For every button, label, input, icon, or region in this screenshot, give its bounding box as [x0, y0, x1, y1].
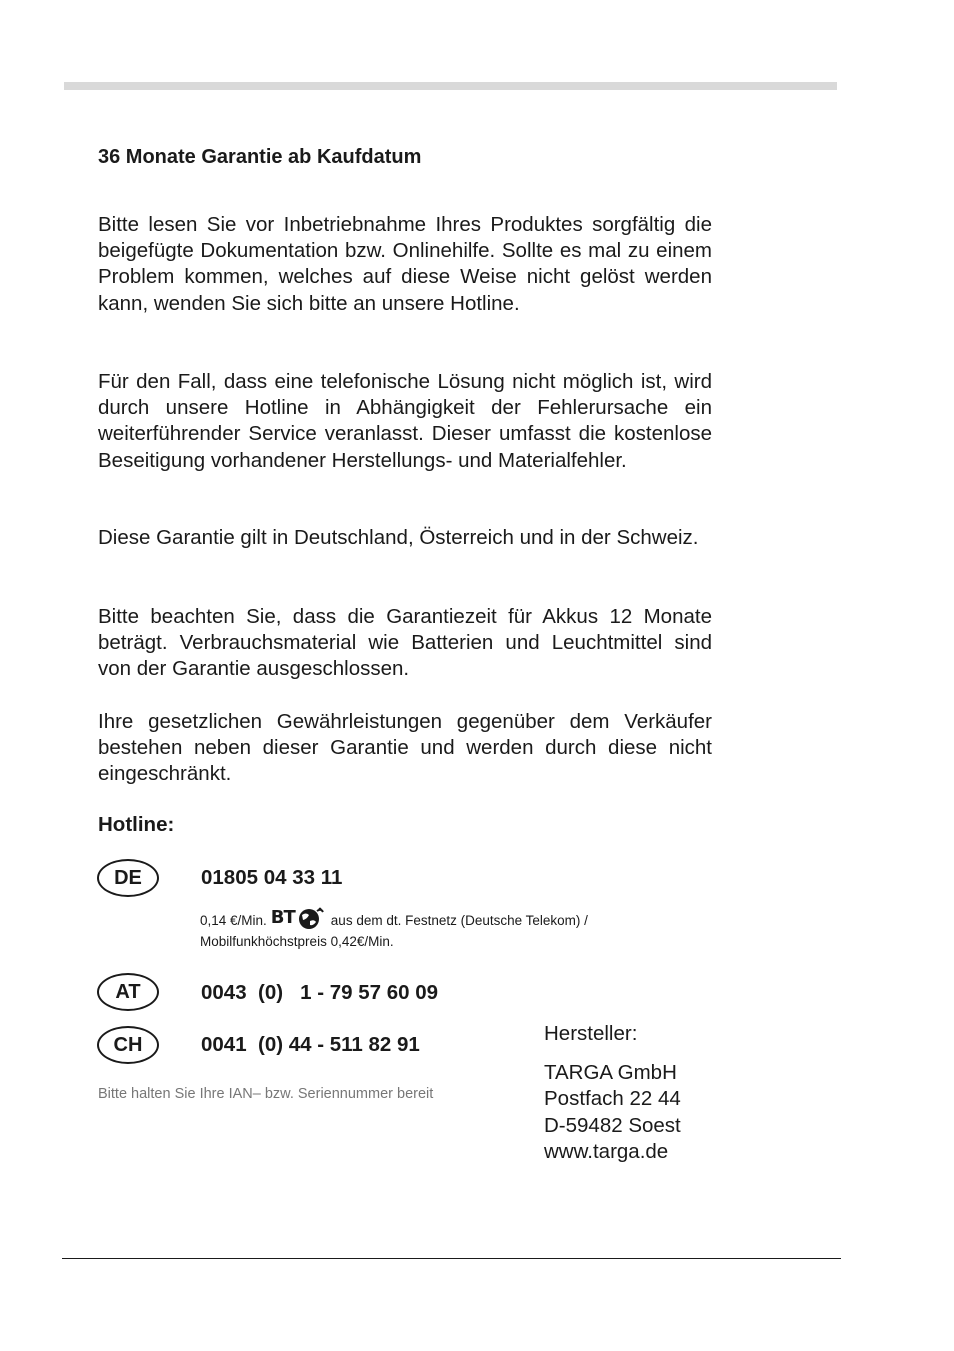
- fee-network: aus dem dt. Festnetz (Deutsche Telekom) /: [330, 913, 588, 928]
- manufacturer-label: Hersteller:: [544, 1022, 638, 1045]
- paragraph-documentation: Bitte lesen Sie vor Inbetriebnahme Ihres Produktes sorgfältig die beigefügte Dokumentation bzw. Onlinehilfe. Sollte es mal zu einem Problem kommen, welches auf diese Weise nicht gelöst werden kann, wenden Sie sich bitte an unsere Hotline.: [98, 213, 712, 315]
- page-title: 36 Monate Garantie ab Kaufdatum: [98, 146, 422, 168]
- manufacturer-block: [544, 1021, 681, 1165]
- phone-number-at: 0043 (0) 1 - 79 57 60 09: [201, 981, 439, 1004]
- paragraph-legal-warranty: Ihre gesetzlichen Gewährleistungen gegenüber dem Verkäufer bestehen neben dieser Garantie und werden durch diese nicht eingeschränkt.: [98, 710, 712, 786]
- country-badge-at: AT: [97, 973, 159, 1011]
- header-bar: [64, 82, 837, 90]
- bt-logo-text: BT: [270, 907, 295, 928]
- country-badge-de: DE: [97, 859, 159, 897]
- footer-rule: [62, 1258, 841, 1259]
- manufacturer-website: www.targa.de: [544, 1139, 669, 1163]
- serial-number-note: Bitte halten Sie Ihre IAN– bzw. Seriennummer bereit: [98, 1086, 434, 1102]
- manufacturer-postbox: Postfach 22 44: [544, 1087, 681, 1111]
- fee-note: [200, 909, 588, 951]
- phone-number-de: 01805 04 33 11: [201, 866, 343, 889]
- phone-number-ch: 0041 (0) 44 - 511 82 91: [201, 1033, 420, 1056]
- paragraph-batteries: Bitte beachten Sie, dass die Garantiezeit für Akkus 12 Monate beträgt. Verbrauchsmaterial wie Batterien und Leuchtmittel sind von der Garantie ausgeschlossen.: [98, 605, 712, 681]
- manufacturer-city: D-59482 Soest: [544, 1113, 681, 1137]
- country-badge-ch: CH: [97, 1026, 159, 1064]
- bt-globe-icon: [297, 906, 325, 930]
- fee-price: 0,14 €/Min.: [200, 913, 267, 928]
- bt-logo: [271, 906, 325, 930]
- hotline-label: Hotline:: [98, 813, 175, 836]
- paragraph-countries: Diese Garantie gilt in Deutschland, Österreich und in der Schweiz.: [98, 526, 699, 549]
- manufacturer-company: TARGA GmbH: [544, 1061, 677, 1085]
- paragraph-service: Für den Fall, dass eine telefonische Lösung nicht möglich ist, wird durch unsere Hotline in Abhängigkeit der Fehlerursache ein weiterführender Service veranlasst. Dieser umfasst die kostenlose Beseitigung vorhandener Herstellungs- und Materialfehler.: [98, 370, 712, 472]
- fee-mobile: Mobilfunkhöchstpreis 0,42€/Min.: [200, 934, 394, 949]
